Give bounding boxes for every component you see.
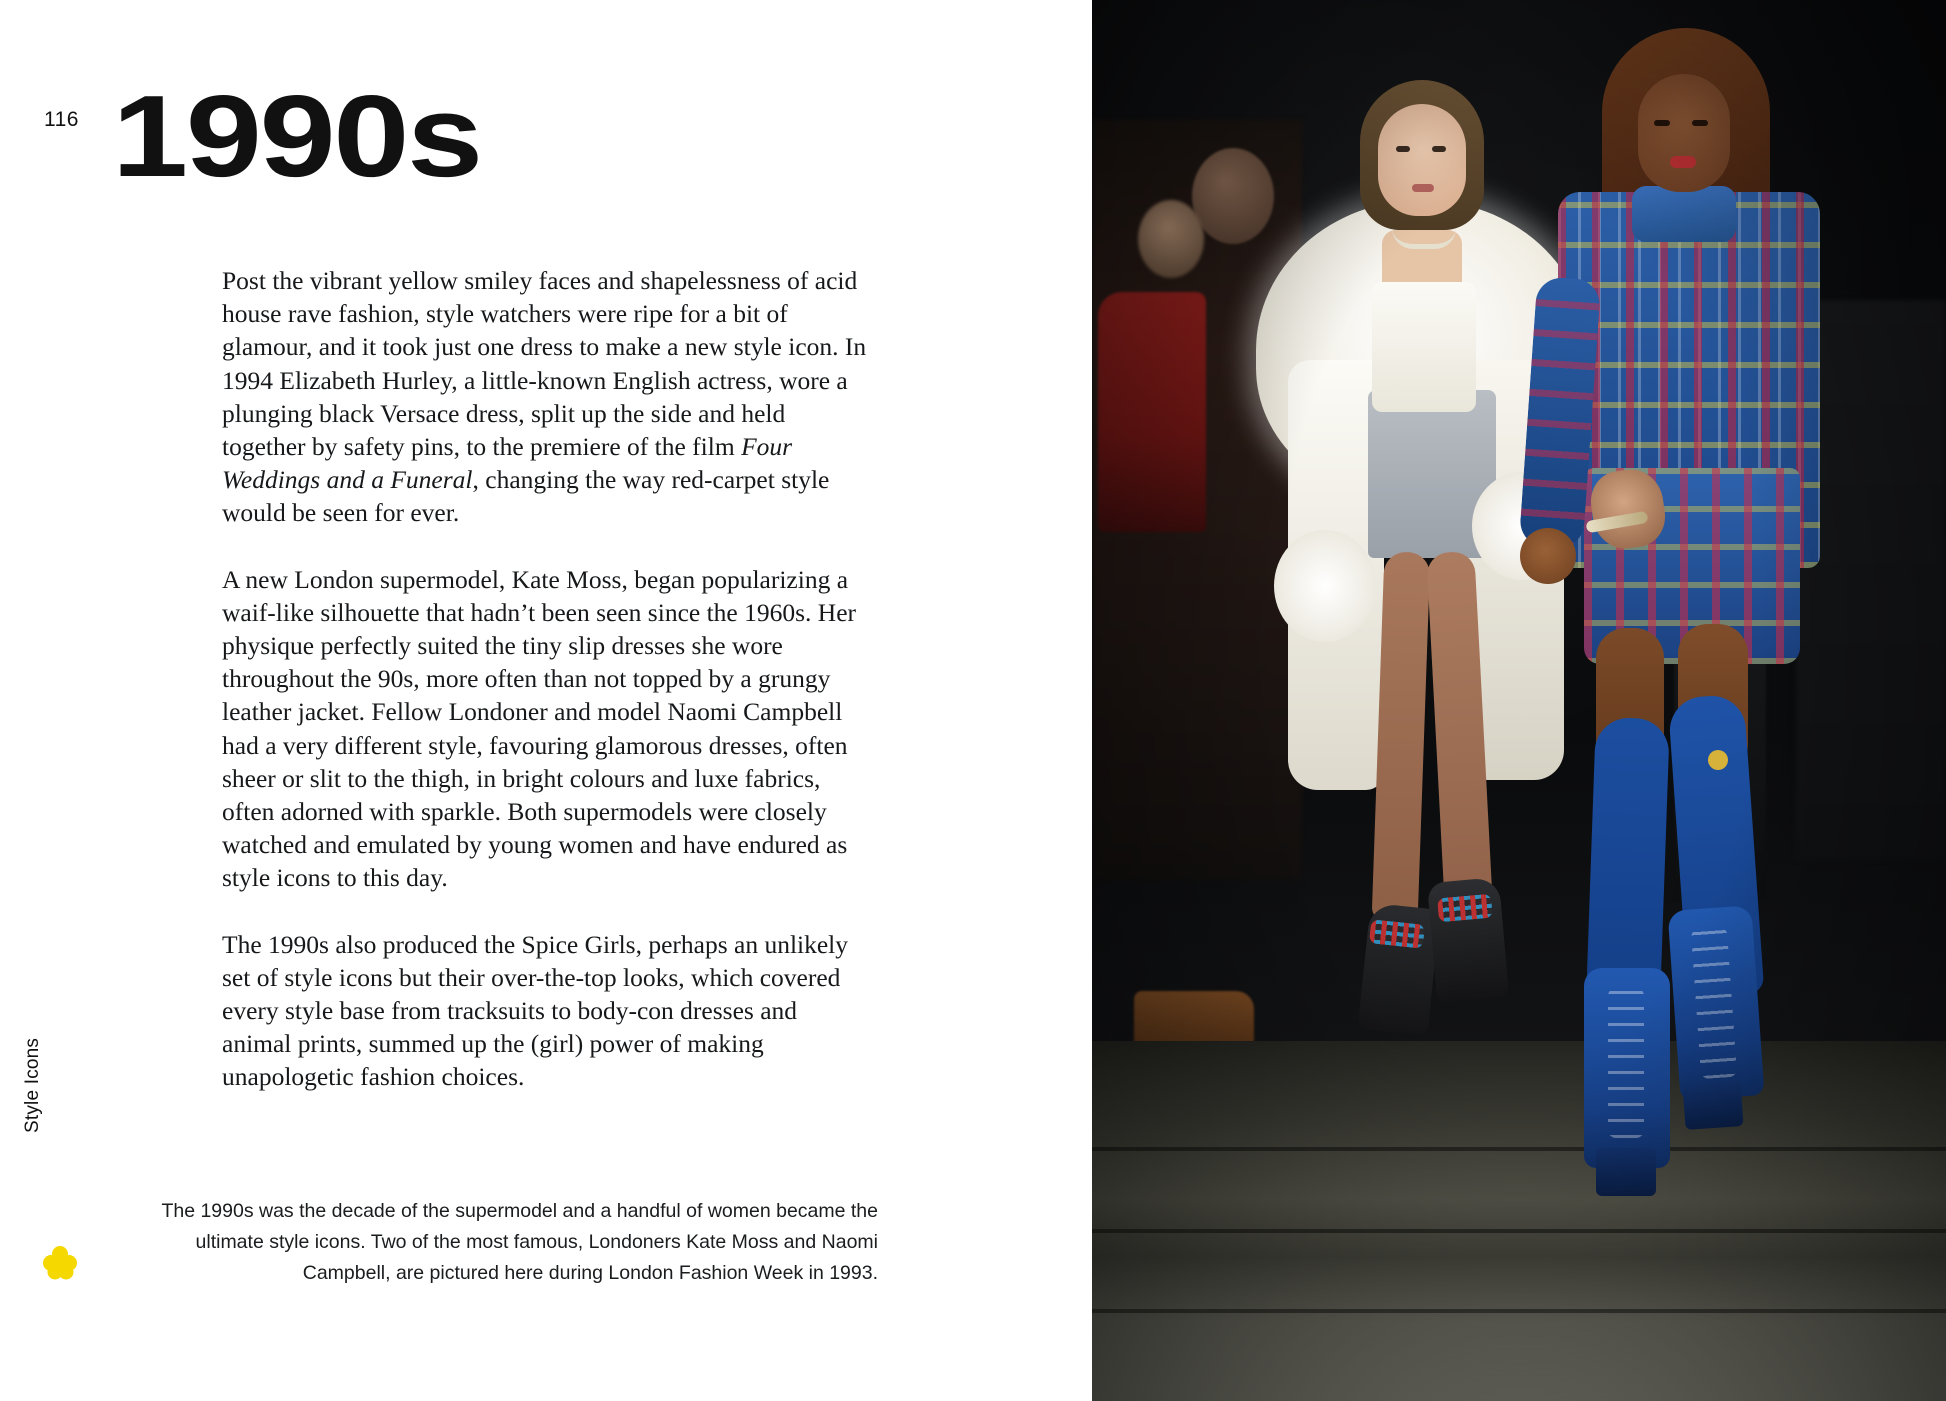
- page-title: 1990s: [112, 71, 481, 201]
- eye-left: [1396, 146, 1410, 152]
- photo-caption: The 1990s was the decade of the supermodel and a handful of women became the ultimate style icons. Two of the most famous, Londoners Kate Moss and Naomi Campbell, are pictured here during London Fashion Week in 1993.: [161, 1200, 878, 1284]
- figure-naomi-campbell: [1492, 28, 1892, 1348]
- eye-left: [1654, 120, 1670, 126]
- right-photo-page: [1092, 0, 1946, 1401]
- photograph: [1092, 0, 1946, 1401]
- boot-heel-left: [1596, 1148, 1656, 1196]
- flower-icon: [40, 1243, 80, 1283]
- title-italic: Four Weddings and a Funeral: [222, 432, 793, 495]
- text-run: A new London supermodel, Kate Moss, began popularizing a waif-like silhouette that hadn’t been seen since the 1960s. Her physique perfectly suited the tiny slip dresses she wore throughout the 90s, more often than not topped by a grungy leather jacket. Fellow Londoner and model Naomi Campbell had a very different style, favouring glamorous dresses, often sheer or slit to the thigh, in bright colours and luxe fabrics, often adorned with sparkle. Both supermodels were closely watched and emulated by young women and have endured as style icons to this day.: [222, 564, 857, 893]
- background-head-2: [1138, 200, 1204, 278]
- boot-heel-right: [1682, 1080, 1743, 1130]
- page-number: 116: [44, 108, 79, 131]
- hand: [1520, 528, 1576, 584]
- paragraph-3: [222, 928, 870, 1094]
- sock-logo-icon: [1708, 750, 1728, 770]
- eye-right: [1692, 120, 1708, 126]
- paragraph-2: [222, 563, 870, 895]
- shoe-plaid-detail-right: [1437, 894, 1493, 923]
- eye-right: [1432, 146, 1446, 152]
- paragraph-1: [222, 264, 870, 530]
- jacket-collar: [1632, 186, 1736, 242]
- boot-laces-left: [1608, 988, 1644, 1138]
- body-text: [222, 264, 870, 1094]
- text-run: Post the vibrant yellow smiley faces and shapelessness of acid house rave fashion, style watchers were ripe for a bit of glamour, and it took just one dress to make a new style icon. In 1994 Elizabeth Hurley, a little-known English actress, wore a plunging black Versace dress, split up the side and held together by safety pins, to the premiere of the film: [222, 266, 867, 462]
- lips: [1670, 156, 1696, 168]
- white-top: [1372, 282, 1476, 412]
- fur-cuff-left: [1274, 530, 1376, 642]
- text-run: The 1990s also produced the Spice Girls, perhaps an unlikely set of style icons but their over-the-top looks, which covered every style base from tracksuits to body-con dresses and animal prints, summed up the (girl) power of making unapologetic fashion choices.: [222, 929, 849, 1092]
- running-head-chapter: Style Icons: [22, 1037, 43, 1133]
- face: [1638, 74, 1730, 192]
- background-person-red-jacket: [1098, 292, 1206, 532]
- lips: [1412, 184, 1434, 192]
- text-run: , changing the way red-carpet style would be seen for ever.: [222, 465, 830, 528]
- face: [1378, 104, 1466, 216]
